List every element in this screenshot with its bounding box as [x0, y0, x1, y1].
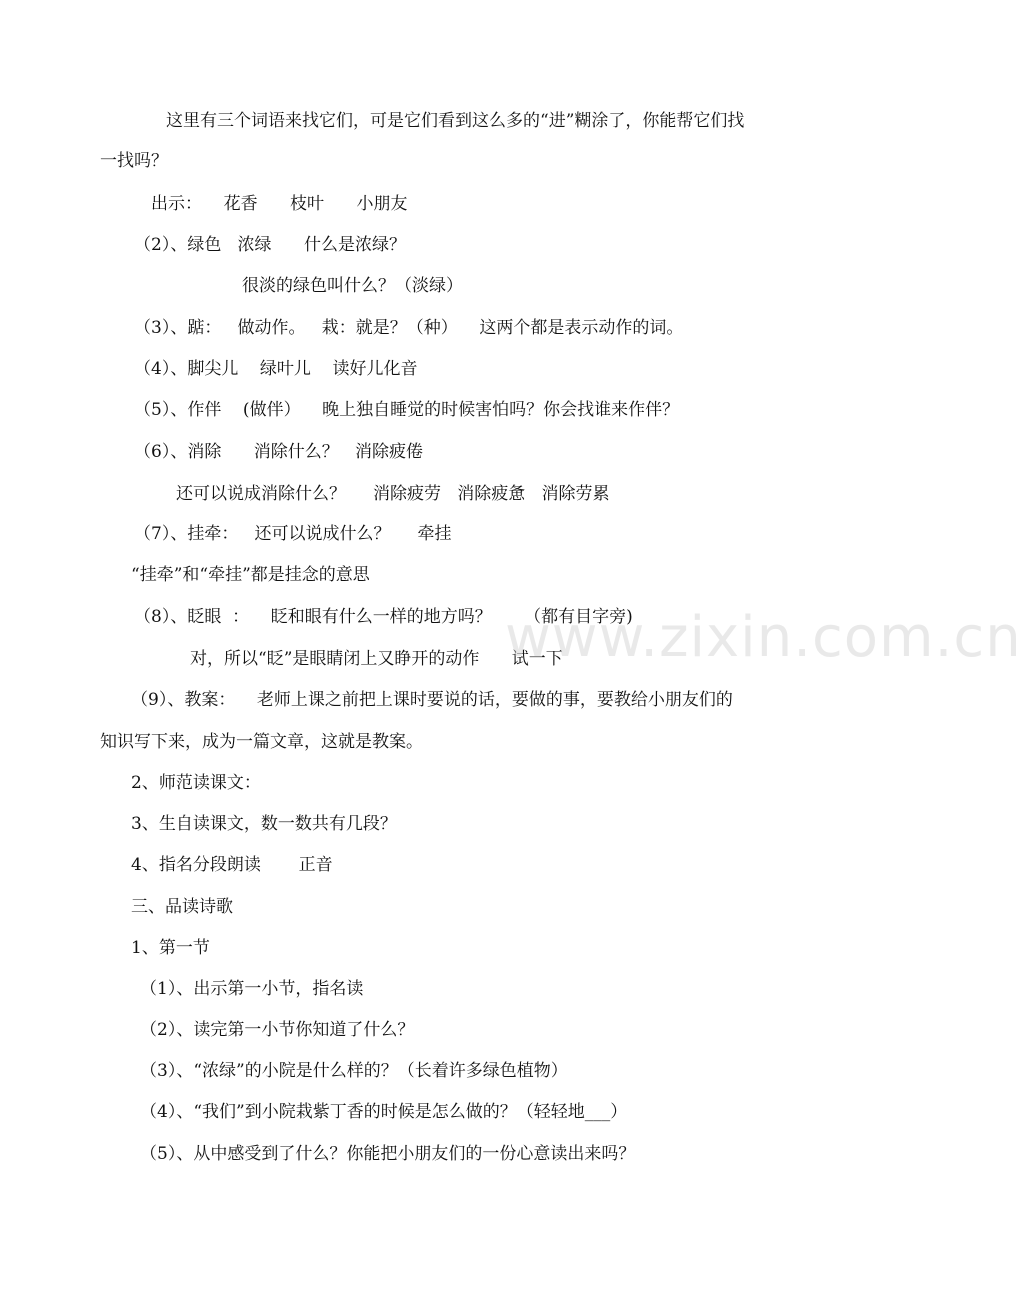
text-line: （7）、挂牵： 还可以说成什么？ 牵挂: [134, 524, 452, 544]
text-line: （2）、绿色 浓绿 什么是浓绿？: [134, 235, 406, 255]
section-heading: 三、品读诗歌: [131, 897, 233, 917]
text-line: 很淡的绿色叫什么？（淡绿）: [242, 276, 463, 296]
text-line: 1、第一节: [131, 938, 210, 958]
text-line: （5）、从中感受到了什么？你能把小朋友们的一份心意读出来吗？: [140, 1144, 636, 1164]
text-line: （4）、“我们”到小院栽紫丁香的时候是怎么做的？（轻轻地___）: [140, 1102, 628, 1122]
text-line: 这里有三个词语来找它们，可是它们看到这么多的“进”糊涂了，你能帮它们找: [166, 111, 745, 131]
watermark: www.zixin.com.cn: [505, 605, 1022, 670]
text-line: 4、指名分段朗读 正音: [131, 855, 333, 875]
text-line: （1）、出示第一小节，指名读: [140, 979, 364, 999]
text-line: （8）、眨眼 ： 眨和眼有什么一样的地方吗？ （都有目字旁): [134, 607, 633, 627]
text-line: 一找吗？: [100, 151, 168, 171]
text-line: 还可以说成消除什么？ 消除疲劳 消除疲惫 消除劳累: [176, 484, 610, 504]
text-line: 出示： 花香 枝叶 小朋友: [151, 194, 408, 214]
text-line: （3）、踮： 做动作。 栽：就是？（种） 这两个都是表示动作的词。: [134, 318, 684, 338]
text-line: “挂牵”和“牵挂”都是挂念的意思: [131, 565, 370, 585]
text-line: 2、师范读课文：: [131, 773, 261, 793]
text-line: （2）、读完第一小节你知道了什么？: [140, 1020, 415, 1040]
text-line: 3、生自读课文，数一数共有几段？: [131, 814, 397, 834]
text-line: （4）、脚尖儿 绿叶儿 读好儿化音: [134, 359, 418, 379]
text-line: 对，所以“眨”是眼睛闭上又睁开的动作 试一下: [190, 649, 563, 669]
text-line: （5）、作伴 (做伴） 晚上独自睡觉的时候害怕吗？你会找谁来作伴？: [134, 400, 680, 420]
text-line: （3）、“浓绿”的小院是什么样的？（长着许多绿色植物）: [140, 1061, 568, 1081]
text-line: （6）、消除 消除什么？ 消除疲倦: [134, 442, 423, 462]
text-line: 知识写下来，成为一篇文章，这就是教案。: [100, 732, 423, 752]
text-line: （9）、教案： 老师上课之前把上课时要说的话，要做的事，要教给小朋友们的: [131, 690, 733, 710]
